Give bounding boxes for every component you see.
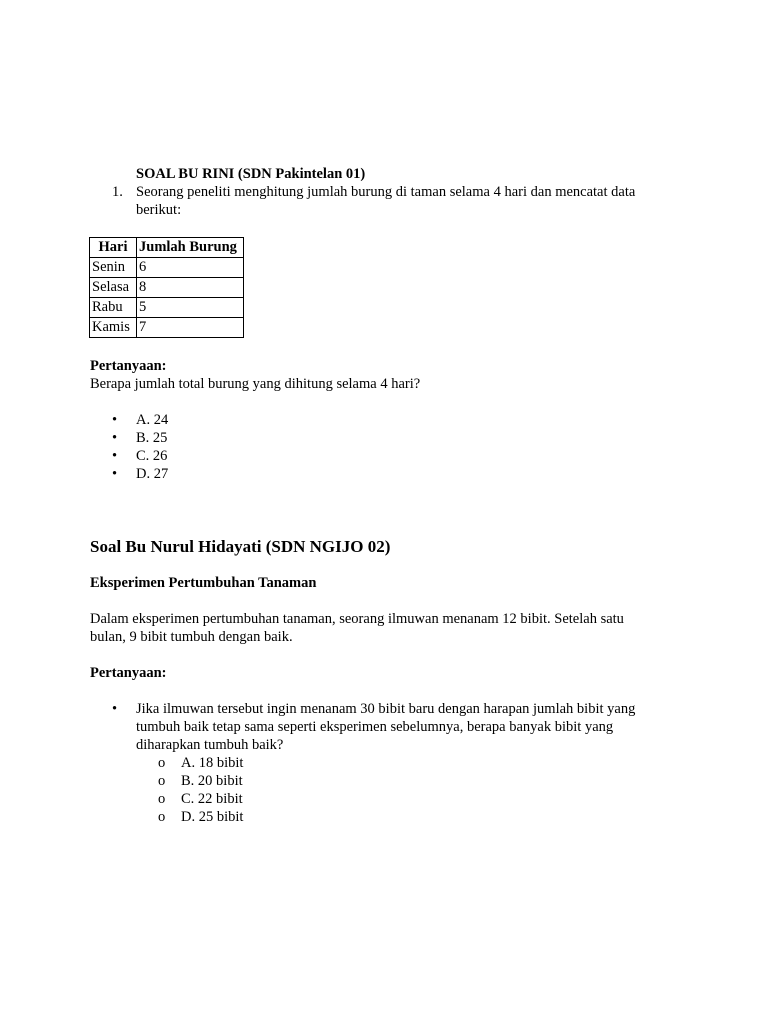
option-label: C. 22 bibit xyxy=(181,791,243,807)
table-cell-count: 6 xyxy=(137,258,244,278)
table-cell-count: 7 xyxy=(137,318,244,338)
bullet-icon: • xyxy=(112,412,118,428)
table-row xyxy=(90,298,244,318)
list-item xyxy=(112,447,312,465)
section2-title: Soal Bu Nurul Hidayati (SDN NGIJO 02) xyxy=(90,537,391,556)
table-cell-count: 8 xyxy=(137,278,244,298)
list-item xyxy=(158,790,358,808)
list-item xyxy=(112,411,312,429)
question-number: 1. xyxy=(112,184,123,200)
circle-bullet-icon: o xyxy=(158,809,166,825)
circle-bullet-icon: o xyxy=(158,773,166,789)
table-cell-day: Selasa xyxy=(90,278,137,298)
section2-subtitle: Eksperimen Pertumbuhan Tanaman xyxy=(90,575,317,591)
question-label: Pertanyaan: xyxy=(90,358,167,374)
list-item xyxy=(158,808,358,826)
question-label: Pertanyaan: xyxy=(90,665,167,681)
table-row xyxy=(90,278,244,298)
table-cell-day: Senin xyxy=(90,258,137,278)
bullet-icon: • xyxy=(112,701,118,717)
list-item xyxy=(112,465,312,483)
question-text: Seorang peneliti menghitung jumlah burung di taman selama 4 hari dan mencatat data berikut: xyxy=(136,184,636,218)
option-label: D. 27 xyxy=(136,466,169,482)
table-row xyxy=(90,318,244,338)
option-label: A. 24 xyxy=(136,412,169,428)
option-label: B. 25 xyxy=(136,430,168,446)
question-prompt: Jika ilmuwan tersebut ingin menanam 30 bibit baru dengan harapan jumlah bibit yang tumbuh baik tetap sama seperti eksperimen sebelumnya, berapa banyak bibit yang diharapkan tumbuh baik? xyxy=(136,701,636,753)
bullet-icon: • xyxy=(112,448,118,464)
circle-bullet-icon: o xyxy=(158,791,166,807)
option-label: B. 20 bibit xyxy=(181,773,243,789)
table-cell-day: Kamis xyxy=(90,318,137,338)
table-header-row xyxy=(90,238,244,258)
table-header-day: Hari xyxy=(90,238,137,258)
option-label: C. 26 xyxy=(136,448,168,464)
list-item xyxy=(158,754,358,772)
option-label: A. 18 bibit xyxy=(181,755,244,771)
list-item xyxy=(158,772,358,790)
bird-count-table xyxy=(89,237,244,338)
table-header-count: Jumlah Burung xyxy=(137,238,244,258)
bullet-icon: • xyxy=(112,466,118,482)
table-cell-count: 5 xyxy=(137,298,244,318)
answer-options-list xyxy=(158,754,358,826)
list-item xyxy=(112,429,312,447)
table-cell-day: Rabu xyxy=(90,298,137,318)
circle-bullet-icon: o xyxy=(158,755,166,771)
option-label: D. 25 bibit xyxy=(181,809,244,825)
section1-title: SOAL BU RINI (SDN Pakintelan 01) xyxy=(136,166,366,182)
table-row xyxy=(90,258,244,278)
question-prompt: Berapa jumlah total burung yang dihitung selama 4 hari? xyxy=(90,376,421,392)
answer-options-list xyxy=(112,411,312,483)
experiment-paragraph: Dalam eksperimen pertumbuhan tanaman, seorang ilmuwan menanam 12 bibit. Setelah satu bulan, 9 bibit tumbuh dengan baik. xyxy=(90,611,624,645)
bullet-icon: • xyxy=(112,430,118,446)
